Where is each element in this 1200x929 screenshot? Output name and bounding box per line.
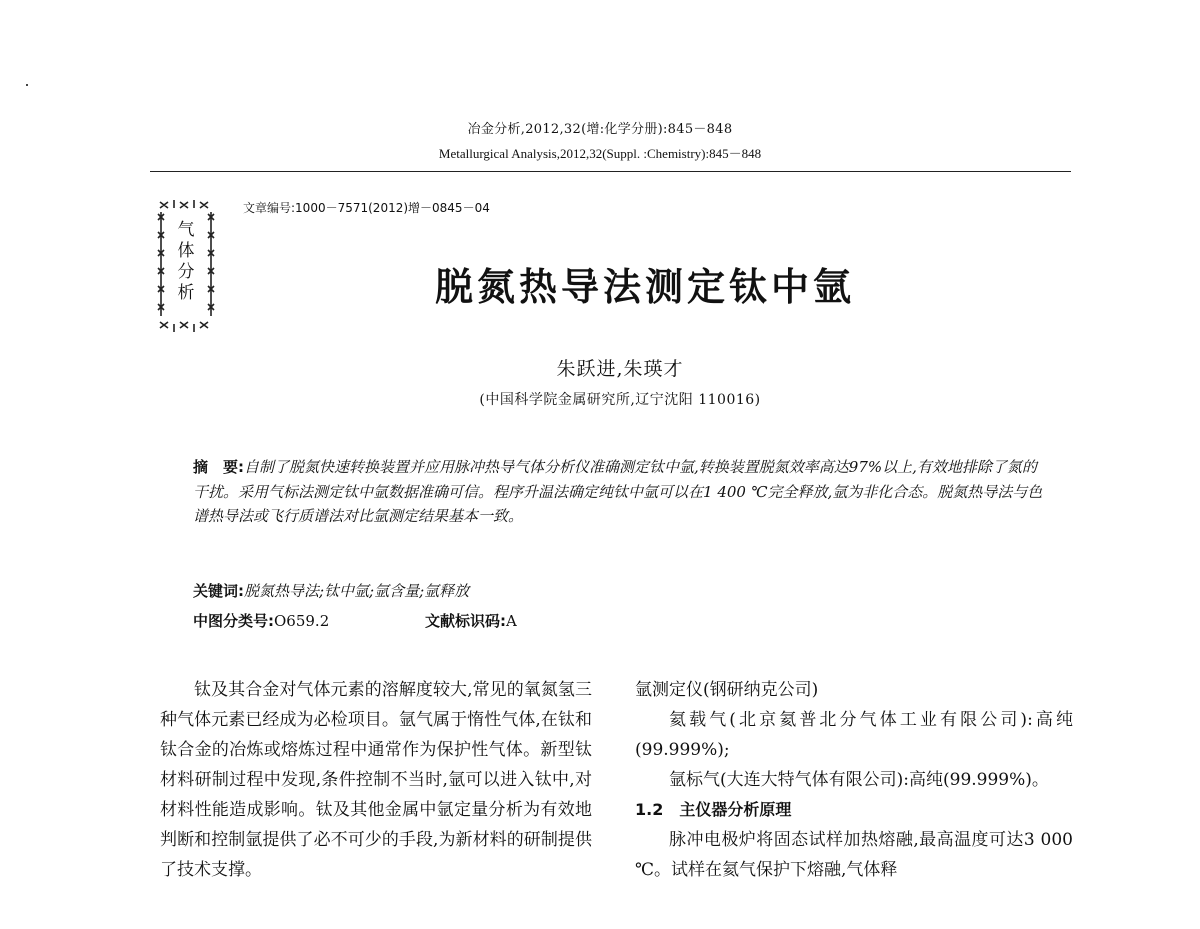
classification-value: O659.2 xyxy=(274,612,330,630)
paper-title: 脱氮热导法测定钛中氩 xyxy=(434,265,855,309)
keywords-label: 关键词: xyxy=(193,582,244,600)
abstract-label: 摘 要: xyxy=(193,458,244,476)
keywords-text: 脱氮热导法;钛中氩;氩含量;氩释放 xyxy=(244,582,470,600)
journal-header-en: Metallurgical Analysis,2012,32(Suppl. :Chemistry):845－848 xyxy=(438,146,762,161)
journal-header-cn: 冶金分析,2012,32(增:化学分册):845－848 xyxy=(467,122,733,137)
badge-label: 气体分析 xyxy=(177,220,195,303)
section-heading: 1.2 主仪器分析原理 xyxy=(635,800,792,819)
keywords xyxy=(193,580,469,601)
abstract xyxy=(193,455,1043,529)
body-column-left xyxy=(160,675,592,885)
document-code xyxy=(425,610,517,631)
authors: 朱跃进,朱瑛才 xyxy=(556,358,684,380)
classification-label: 中图分类号: xyxy=(193,612,274,630)
helium-carrier-paragraph: 氦载气(北京氦普北分气体工业有限公司):高纯(99.999%); xyxy=(635,710,1073,760)
body-column-right xyxy=(635,675,1073,885)
argon-standard-paragraph: 氩标气(大连大特气体有限公司):高纯(99.999%)。 xyxy=(669,770,1049,790)
instrument-line: 氩测定仪(钢研纳克公司) xyxy=(635,680,819,700)
classification xyxy=(193,610,329,631)
affiliation: (中国科学院金属研究所,辽宁沈阳 110016) xyxy=(479,392,761,408)
article-number: 文章编号:1000－7571(2012)增－0845－04 xyxy=(243,201,490,215)
scan-speck xyxy=(26,84,28,86)
principle-paragraph: 脉冲电极炉将固态试样加热熔融,最高温度可达3 000 ℃。试样在氦气保护下熔融,气体释 xyxy=(635,830,1073,880)
document-code-label: 文献标识码: xyxy=(425,612,506,630)
document-code-value: A xyxy=(506,612,517,630)
header-rule xyxy=(150,171,1071,172)
abstract-text: 自制了脱氮快速转换装置并应用脉冲热导气体分析仪准确测定钛中氩,转换装置脱氮效率高达97%以上,有效地排除了氮的干扰。采用气标法测定钛中氩数据准确可信。程序升温法确定纯钛中氩可以在1 400 ℃完全释放,氩为非化合态。脱氮热导法与色谱热导法或飞行质谱法对比氩测定结果基本一致。 xyxy=(193,458,1043,525)
intro-paragraph: 钛及其合金对气体元素的溶解度较大,常见的氧氮氢三种气体元素已经成为必检项目。氩气属于惰性气体,在钛和钛合金的冶炼或熔炼过程中通常作为保护性气体。新型钛材料研制过程中发现,条件控制不当时,氩可以进入钛中,对材料性能造成影响。钛及其他金属中氩定量分析为有效地判断和控制氩提供了必不可少的手段,为新材料的研制提供了技术支撑。 xyxy=(160,680,592,880)
